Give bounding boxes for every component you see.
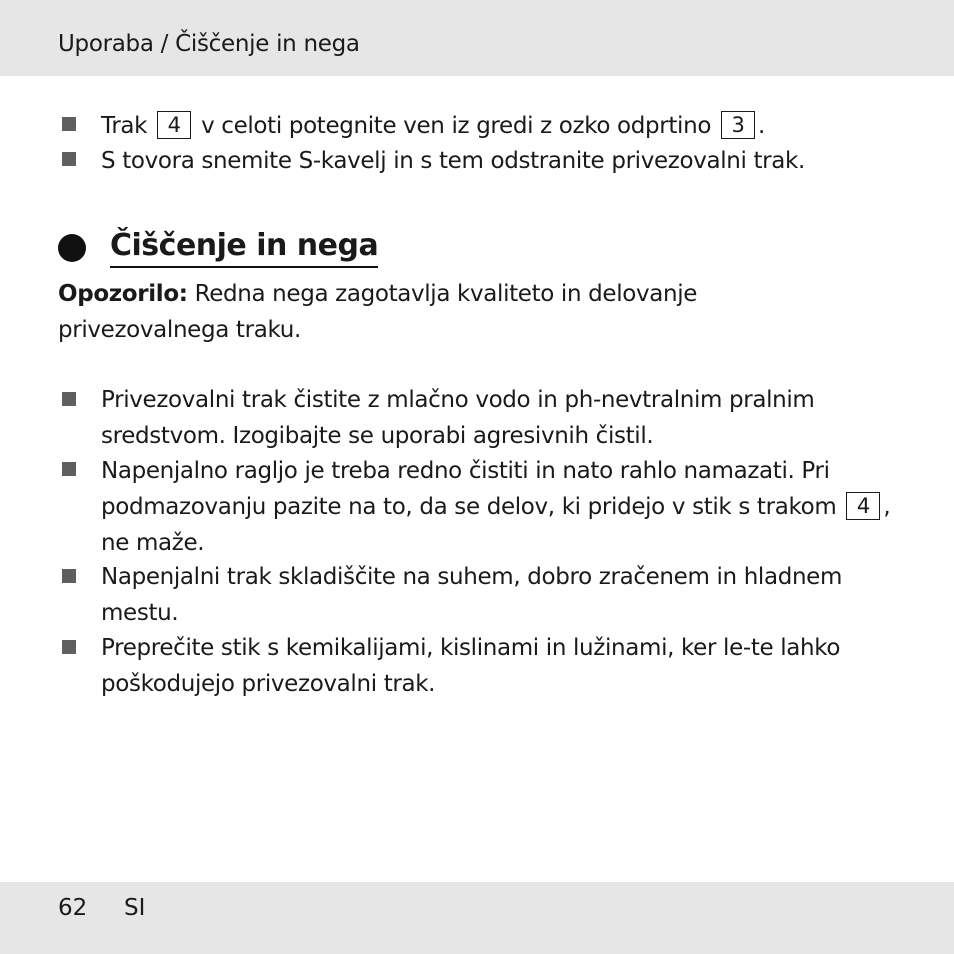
care-item-2-line-2-post: , <box>883 494 891 520</box>
bullet-square-icon <box>62 117 76 131</box>
care-item-3-line-2: mestu. <box>101 600 179 626</box>
language-code: SI <box>124 895 146 921</box>
page-number: 62 <box>58 895 88 921</box>
care-item-4-line-2: poškodujejo privezovalni trak. <box>101 671 436 697</box>
intro-item-2: S tovora snemite S-kavelj in s tem odstranite privezovalni trak. <box>101 148 805 174</box>
care-item-2-line-1: Napenjalno ragljo je treba redno čistiti in nato rahlo namazati. Pri <box>101 458 830 484</box>
warning-line-1 <box>58 278 697 310</box>
warning-label: Opozorilo: <box>58 281 188 307</box>
care-item-4-line-1: Preprečite stik s kemikalijami, kislinami in lužinami, ker le-te lahko <box>101 635 841 661</box>
section-title: Čiščenje in nega <box>110 226 378 268</box>
care-item-3-line-1: Napenjalni trak skladiščite na suhem, dobro zračenem in hladnem <box>101 564 843 590</box>
warning-line-2: privezovalnega traku. <box>58 317 301 343</box>
header-title: Uporaba / Čiščenje in nega <box>58 31 360 57</box>
intro-item-1-pre: Trak <box>101 113 148 139</box>
section-bullet-icon <box>58 234 86 262</box>
care-item-1-line-1: Privezovalni trak čistite z mlačno vodo in ph-nevtralnim pralnim <box>101 387 815 413</box>
intro-item-1-post: . <box>758 113 765 139</box>
reference-number-4: 4 <box>157 111 191 139</box>
reference-number-3: 3 <box>721 111 755 139</box>
intro-item-1 <box>101 110 765 142</box>
care-item-2-line-2-text: podmazovanju pazite na to, da se delov, ki pridejo v stik s trakom <box>101 494 837 520</box>
bullet-square-icon <box>62 392 76 406</box>
intro-item-1-mid: v celoti potegnite ven iz gredi z ozko odprtino <box>201 113 712 139</box>
bullet-square-icon <box>62 640 76 654</box>
bullet-square-icon <box>62 152 76 166</box>
care-item-1-line-2: sredstvom. Izogibajte se uporabi agresivnih čistil. <box>101 423 654 449</box>
bullet-square-icon <box>62 462 76 476</box>
care-item-2-line-2 <box>101 491 890 523</box>
reference-number-4: 4 <box>846 492 880 520</box>
care-item-2-line-3: ne maže. <box>101 530 205 556</box>
warning-text-1: Redna nega zagotavlja kvaliteto in delovanje <box>194 281 698 307</box>
bullet-square-icon <box>62 569 76 583</box>
